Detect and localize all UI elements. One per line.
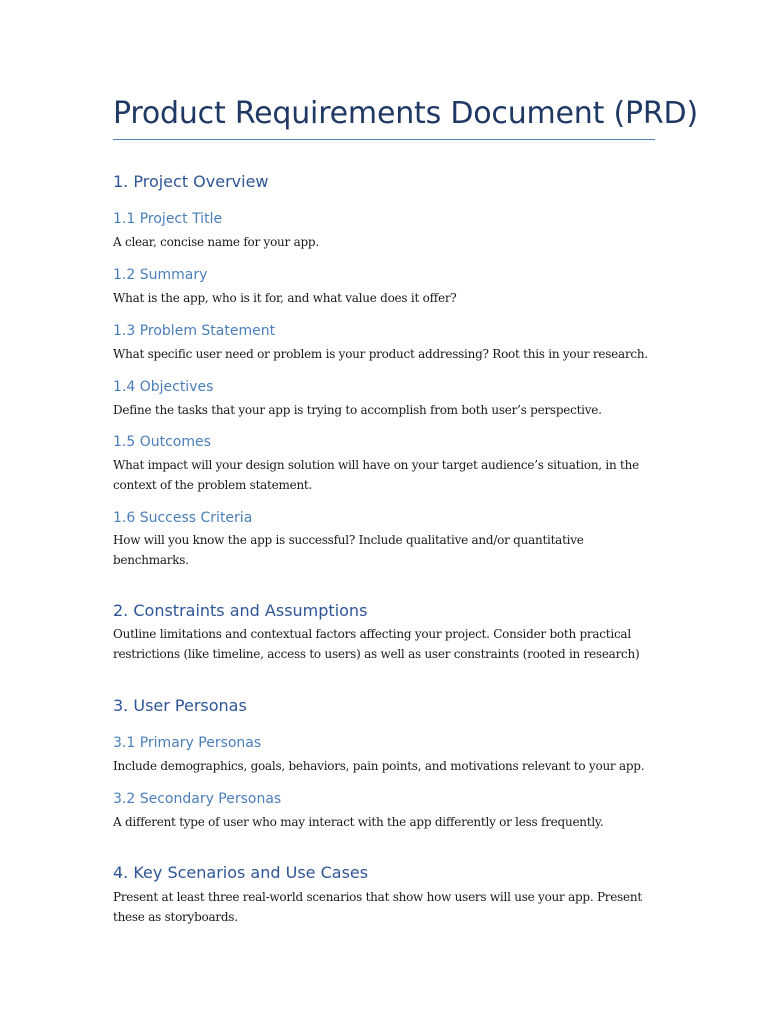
text-problem-statement: What specific user need or problem is your product addressing? Root this in your research. [113, 347, 648, 361]
text-outcomes: What impact will your design solution will have on your target audience’s situation, in the context of the problem statement. [113, 458, 639, 492]
subheading-objectives: 1.4 Objectives [113, 379, 214, 395]
text-primary-personas: Include demographics, goals, behaviors, pain points, and motivations relevant to your app. [113, 759, 645, 773]
section-heading-project-overview: 1. Project Overview [113, 172, 269, 191]
text-key-scenarios: Present at least three real-world scenarios that show how users will use your app. Present these as storyboards. [113, 890, 642, 924]
subheading-success-criteria: 1.6 Success Criteria [113, 510, 253, 526]
section-heading-user-personas: 3. User Personas [113, 696, 247, 715]
section-heading-constraints: 2. Constraints and Assumptions [113, 601, 368, 620]
text-secondary-personas: A different type of user who may interact with the app differently or less frequently. [113, 815, 604, 829]
subheading-summary: 1.2 Summary [113, 267, 208, 283]
subheading-problem-statement: 1.3 Problem Statement [113, 323, 276, 339]
text-summary: What is the app, who is it for, and what value does it offer? [113, 291, 457, 305]
text-project-title: A clear, concise name for your app. [113, 235, 319, 249]
subheading-project-title: 1.1 Project Title [113, 211, 223, 227]
text-constraints: Outline limitations and contextual factors affecting your project. Consider both practical restrictions (like timeline, access to users) as well as user constraints (rooted in research) [113, 627, 640, 661]
text-success-criteria: How will you know the app is successful? Include qualitative and/or quantitative benchmarks. [113, 533, 584, 567]
text-objectives: Define the tasks that your app is trying to accomplish from both user’s perspective. [113, 403, 602, 417]
document-title: Product Requirements Document (PRD) [113, 96, 698, 131]
subheading-outcomes: 1.5 Outcomes [113, 434, 211, 450]
subheading-primary-personas: 3.1 Primary Personas [113, 735, 262, 751]
title-underline [113, 139, 655, 140]
section-heading-key-scenarios: 4. Key Scenarios and Use Cases [113, 863, 369, 882]
subheading-secondary-personas: 3.2 Secondary Personas [113, 791, 282, 807]
